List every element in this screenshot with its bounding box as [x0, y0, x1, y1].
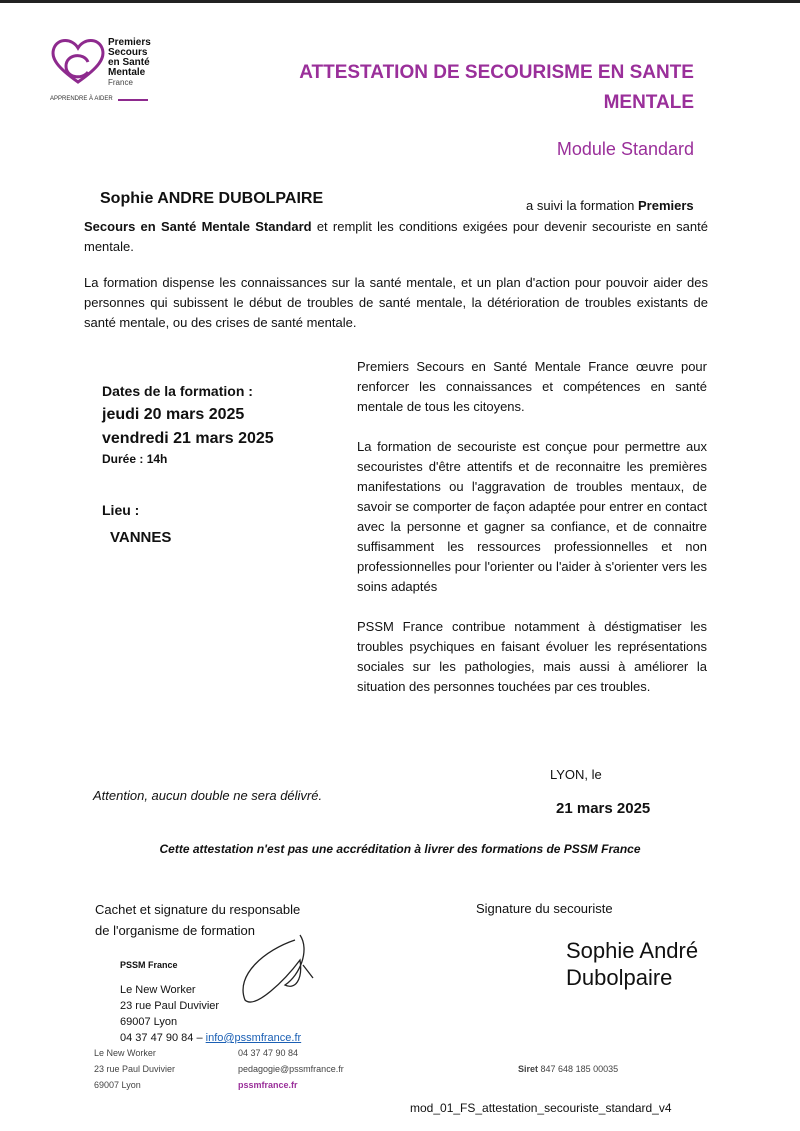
text: 04 37 47 90 84: [238, 1048, 299, 1058]
text: Le New Worker: [120, 984, 196, 996]
text: a suivi la formation: [526, 198, 635, 213]
logo-text: [108, 38, 151, 88]
intro-paragraph: [84, 217, 708, 257]
text: pedagogie@pssmfrance.fr: [238, 1064, 344, 1074]
website-link[interactable]: pssmfrance.fr: [238, 1080, 298, 1090]
title-line: MENTALE: [603, 92, 694, 113]
date-2: vendredi 21 mars 2025: [102, 430, 274, 447]
text: 69007 Lyon: [120, 1016, 178, 1028]
text: 04 37 47 90 84 –: [120, 1032, 203, 1044]
disclaimer: Cette attestation n'est pas une accréditation à livrer des formations de PSSM France: [159, 842, 641, 856]
text: Secours en Santé Mentale Standard: [84, 219, 312, 234]
text: Cachet et signature du responsable: [95, 902, 301, 917]
subtitle: Module Standard: [556, 139, 694, 159]
text: Le New Worker: [94, 1048, 156, 1058]
title-line: ATTESTATION DE SECOURISME EN SANTE: [299, 62, 694, 83]
text: 847 648 185 00035: [540, 1064, 619, 1074]
pssm-mission: Premiers Secours en Santé Mentale France œuvre pour renforcer les connaissances et compétences en santé mentale de tous les citoyens.: [357, 359, 707, 414]
training-purpose: La formation de secouriste est conçue pour permettre aux secouristes d'être attentifs et de reconnaitre les premières manifestations ou l'aggravation de troubles mentaux, de savoir se comporter de façon adaptée pour entrer en contact avec la personne et gagner sa confiance, et de connaitre suffisamment les ressources professionnelles et non professionnelles pour l'orienter ou l'aider à s'orienter vers les soins adaptés: [357, 439, 707, 594]
duration: [102, 452, 167, 466]
duration-value: 14h: [146, 452, 168, 466]
formation-description: La formation dispense les connaissances sur la santé mentale, et un plan d'action pour pouvoir aider des personnes qui subissent le début de troubles de santé mentale, la détérioration de troubles existants de santé mentale, ou des crises de santé mentale.: [84, 275, 708, 330]
footer-contact: [238, 1045, 344, 1093]
logo-line: Mentale: [108, 67, 146, 78]
logo-country: France: [108, 78, 133, 87]
handwritten-signature: [225, 930, 325, 1010]
location-label: Lieu :: [102, 502, 140, 518]
footer-address: [94, 1045, 175, 1093]
date-1: jeudi 20 mars 2025: [102, 406, 245, 423]
duration-label: Durée :: [102, 452, 144, 466]
text: 23 rue Paul Duvivier: [120, 1000, 220, 1012]
text: Dubolpaire: [566, 965, 673, 990]
text: et remplit les conditions exigées pour devenir secouriste en santé mentale.: [84, 219, 708, 254]
text: de l'organisme de formation: [95, 923, 256, 938]
text: 23 rue Paul Duvivier: [94, 1064, 176, 1074]
logo-tagline: APPRENDRE À AIDER: [50, 96, 113, 102]
attention-note: Attention, aucun double ne sera délivré.: [93, 788, 323, 803]
tagline-bar: [118, 99, 148, 101]
location-value: VANNES: [110, 529, 172, 546]
email-link[interactable]: info@pssmfrance.fr: [205, 1032, 302, 1044]
logo-line: Secours: [108, 47, 148, 58]
text: 69007 Lyon: [94, 1080, 141, 1090]
dates-label: Dates de la formation :: [102, 383, 253, 399]
stamp-org: PSSM France: [120, 960, 178, 970]
text: Siret: [518, 1064, 539, 1074]
trainee-name: Sophie ANDRE DUBOLPAIRE: [100, 190, 324, 207]
top-edge: [0, 0, 800, 3]
intro-first-line: [526, 196, 694, 216]
logo-line: Premiers: [108, 37, 151, 48]
text: Sophie André: [566, 938, 699, 963]
trainee-signature-label: Signature du secouriste: [476, 901, 613, 916]
signing-date: 21 mars 2025: [556, 800, 651, 817]
signing-place: LYON, le: [550, 767, 602, 782]
logo-line: en Santé: [108, 57, 150, 68]
pssm-contribution: PSSM France contribue notamment à déstigmatiser les troubles psychiques en faisant évoluer les représentations sociales sur les pathologies, mais aussi à améliorer la situation des personnes touchées par ces troubles.: [357, 619, 707, 694]
page-title: [270, 58, 694, 118]
document-reference: mod_01_FS_attestation_secouriste_standard_v4: [410, 1101, 672, 1115]
text: Premiers: [638, 198, 694, 213]
siret: [518, 1061, 618, 1077]
trainee-signature: [566, 937, 698, 991]
heart-logo-icon: [48, 36, 108, 88]
